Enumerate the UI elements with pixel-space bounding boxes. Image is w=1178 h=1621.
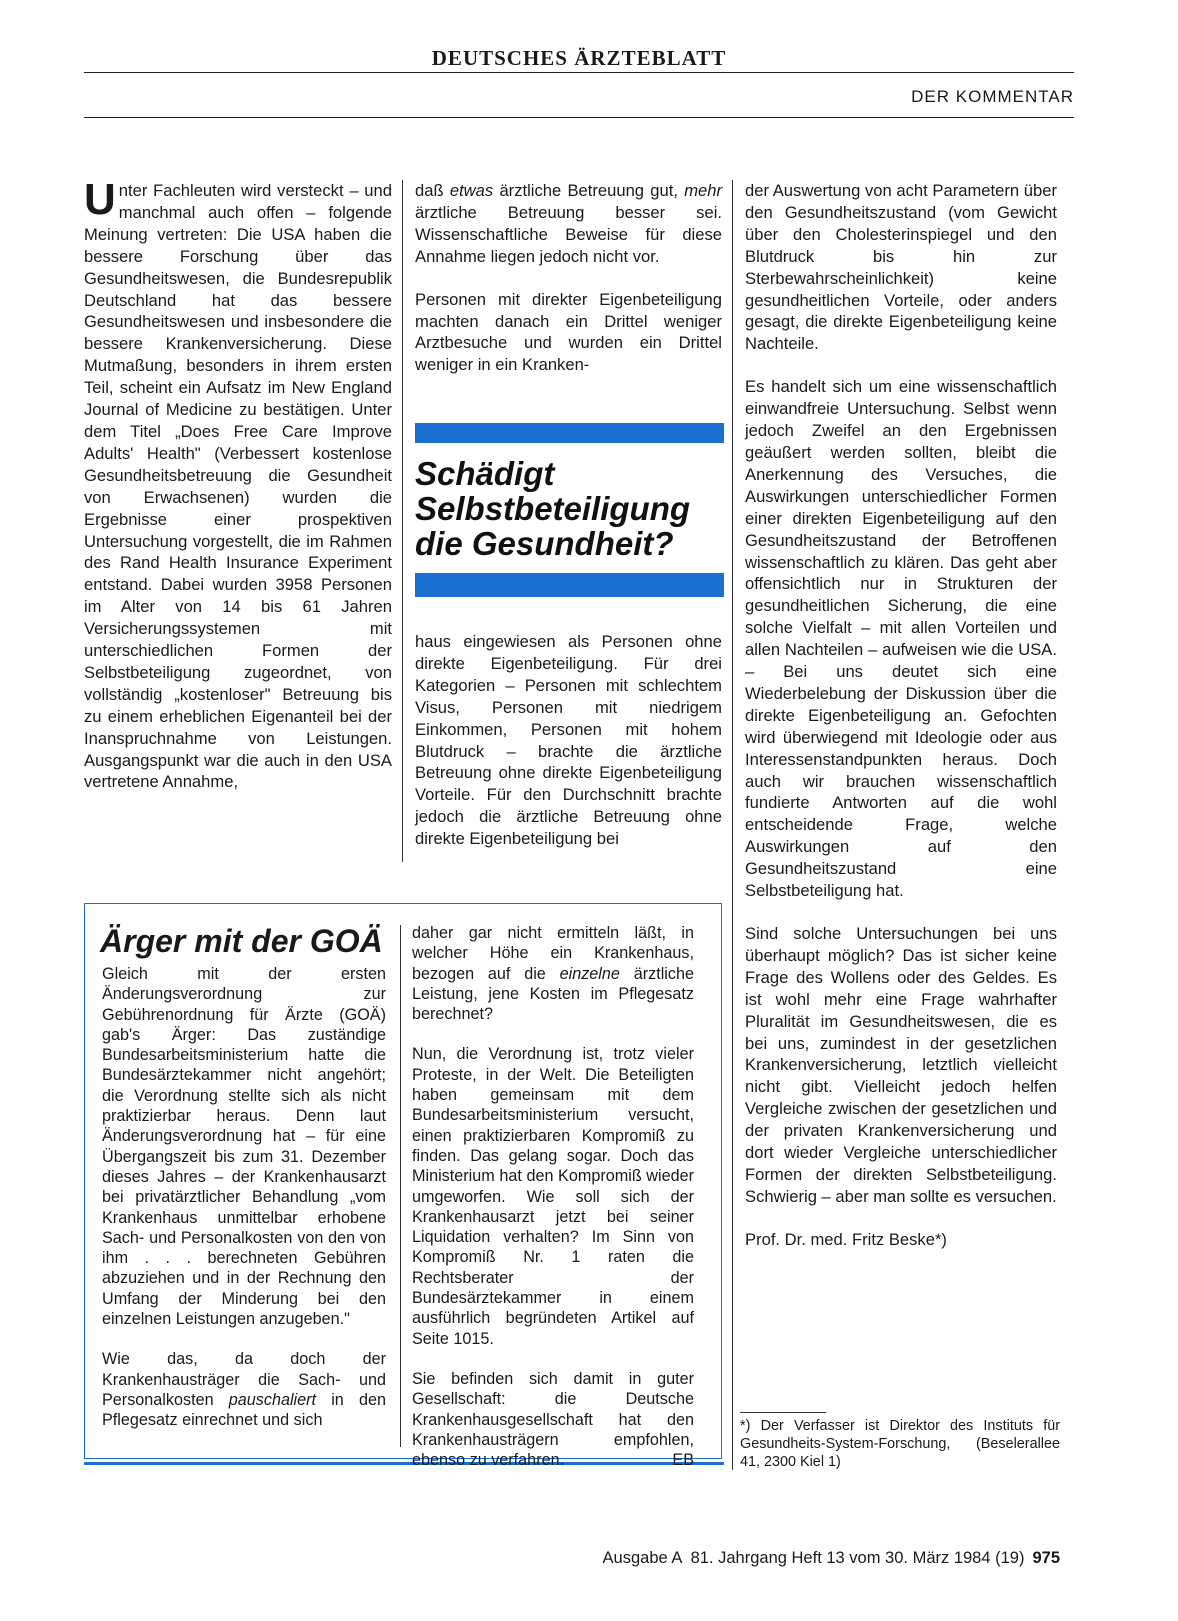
box-paragraph: daher gar nicht ermitteln läßt, in welcher Höhe ein Krankenhaus, bezogen auf die einzelne ärztliche Leistung, jene Kosten im Pflegesatz berechnet? [412, 924, 694, 1024]
headline-line: Schädigt [415, 455, 555, 492]
drop-cap: U [84, 175, 116, 224]
headline-bar-bottom [415, 573, 724, 597]
column-divider [402, 180, 403, 862]
box-column-divider [400, 925, 401, 1447]
box-paragraph: Gleich mit der ersten Änderungsverordnung zur Gebührenordnung für Ärzte (GOÄ) gab's Ärger: Das zuständige Bundesarbeitsministerium hatte die Bundesärztekammer nicht angehört; die Verordnung stellte sich als nicht praktizierbar heraus. Denn laut Änderungsverordnung hat – für eine Übergangszeit bis zum 31. Dezember dieses Jahres – der Krankenhausarzt bei privatärztlicher Behandlung „vom Krankenhaus unmittelbar erhobene Sach- und Personalkosten von den von ihm . . . berechneten Gebühren abzuziehen und in der Rechnung den Umfang der Minderung bei den einzelnen Leistungen anzugeben." [102, 965, 386, 1329]
box-column-2 [412, 923, 694, 1470]
column-divider [732, 180, 733, 1470]
issue-info: Ausgabe A 81. Jahrgang Heft 13 vom 30. März 1984 (19) [602, 1549, 1025, 1567]
header-rule-bottom [84, 117, 1074, 118]
article-column-1 [84, 175, 392, 793]
footnote-rule [740, 1412, 826, 1413]
section-label: DER KOMMENTAR [911, 87, 1074, 106]
headline-line: die Gesundheit? [415, 525, 674, 562]
article-paragraph: daß etwas ärztliche Betreuung gut, mehr ärztliche Betreuung besser sei. Wissenschaftliche Beweise für diese Annahme liegen jedoch nicht vor. [415, 181, 722, 266]
article-paragraph: Sind solche Untersuchungen bei uns überhaupt möglich? Das ist sicher keine Frage des Wollens oder des Geldes. Es ist wohl mehr eine Frage wahrhafter Pluralität im Gesundheitswesen, die es bei uns, zumindest in der gesetzlichen Krankenversicherung, letztlich vielleicht nicht gibt. Vielleicht jedoch helfen Vergleiche zwischen der gesetzlichen und der privaten Krankenversicherung und dort wieder Vergleiche unterschiedlicher Formen der direkten Selbstbeteiligung. Schwierig – aber man sollte es versuchen. [745, 924, 1057, 1206]
author-signature: Prof. Dr. med. Fritz Beske*) [745, 1229, 947, 1249]
article-paragraph: der Auswertung von acht Parametern über den Gesundheitszustand (vom Gewicht über den Cholesterinspiegel und den Blutdruck bis hin zur Sterbewahrscheinlichkeit) keine gesundheitlichen Vorteile, oder anders gesagt, die direkte Eigenbeteiligung keine Nachteile. [745, 181, 1057, 354]
box-title: Ärger mit der GOÄ [100, 923, 383, 959]
page-number: 975 [1032, 1549, 1060, 1567]
page-footer [480, 1548, 1060, 1568]
article-column-3 [745, 180, 1057, 1251]
masthead: DEUTSCHES ÄRZTEBLATT [431, 46, 727, 70]
article-paragraph: Es handelt sich um eine wissenschaftlich einwandfreie Untersuchung. Selbst wenn jedoch Zweifel an den Ergebnissen geäußert werden sollten, bleibt die Anerkennung des Versuches, die Auswirkungen unterschiedlicher Formen einer direkten Eigenbeteiligung auf den Gesundheitszustand der Betroffenen wissenschaftlich zu klären. Das geht aber offensichtlich nur in Strukturen der gesundheitlichen Sicherung, die eine solche Vielfalt – mit allen Vorteilen und allen Nachteilen – aufweisen wie die USA. – Bei uns deutet sich eine Wiederbelebung der Diskussion über die direkte Eigenbeteiligung an. Gefochten wird überwiegend mit Ideologie oder aus Interessenstandpunkten heraus. Doch auch wir brauchen wissenschaftlich fundierte Antworten auf die wohl entscheidende Frage, welche Auswirkungen auf den Gesundheitszustand eine Selbstbeteiligung hat. [745, 377, 1057, 901]
headline-bar-top [415, 423, 724, 443]
header-rule-top [84, 72, 1074, 73]
headline-line: Selbstbeteiligung [415, 490, 691, 527]
headline [415, 456, 725, 561]
article-paragraph: Personen mit direkter Eigenbeteiligung machten danach ein Drittel weniger Arztbesuche und wurden ein Drittel weniger in ein Kranken- [415, 289, 722, 375]
box-paragraph: Nun, die Verordnung ist, trotz vieler Proteste, in der Welt. Die Beteiligten haben gemeinsam mit dem Bundesarbeitsministerium versucht, einen praktizierbaren Kompromiß zu finden. Das gelang sogar. Doch das Ministerium hat den Kompromiß wieder umgeworfen. Wie soll sich der Krankenhausarzt jetzt bei seiner Liquidation verhalten? Im Sinn von Kompromiß Nr. 1 raten die Rechtsberater der Bundesärztekammer in einem ausführlich begründeten Artikel auf Seite 1015. [412, 1045, 694, 1348]
article-paragraph: haus eingewiesen als Personen ohne direkte Eigenbeteiligung. Für drei Kategorien – Personen mit schlechtem Visus, Personen mit niedrigem Einkommen, Personen mit hohem Blutdruck – brachte die ärztliche Betreuung ohne direkte Eigenbeteiligung Vorteile. Für den Durchschnitt brachte jedoch die ärztliche Betreuung ohne direkte Eigenbeteiligung bei [415, 632, 722, 849]
box-signature: EB [672, 1451, 694, 1470]
article-column-2-top [415, 180, 722, 376]
box-paragraph: Sie befinden sich damit in guter Gesellschaft: die Deutsche Krankenhausgesellschaft hat den Krankenhausträgern empfohlen, ebenso zu verfahren. EB [412, 1369, 694, 1470]
article-column-2-bottom [415, 631, 722, 850]
article-paragraph: Unter Fachleuten wird versteckt – und manchmal auch offen – folgende Meinung vertreten: Die USA haben die bessere Forschung über das Gesundheitswesen, die Bundesrepublik Deutschland hat das bessere Gesundheitswesen und insbesondere die bessere Krankenversicherung. Diese Mutmaßung, besonders in ihrem ersten Teil, scheint ein Aufsatz im New England Journal of Medicine zu bestätigen. Unter dem Titel „Does Free Care Improve Adults' Health" (Verbessert kostenlose Gesundheitsbetreuung die Gesundheit von Erwachsenen) wurden die Ergebnisse einer prospektiven Untersuchung vorgestellt, die im Rahmen des Rand Health Insurance Experiment entstand. Dabei wurden 3958 Personen im Alter von 14 bis 61 Jahren Versicherungssystemen mit unterschiedlichen Formen der Selbstbeteiligung zugeordnet, von vollständig „kostenloser" Betreuung bis zu einem erheblichen Eigenanteil bei der Inanspruchnahme von Leistungen. Ausgangspunkt war die auch in den USA vertretene Annahme, [84, 175, 392, 792]
footnote: *) Der Verfasser ist Direktor des Instituts für Gesundheits-System-Forschung, (Beselerallee 41, 2300 Kiel 1) [740, 1418, 1060, 1470]
box-paragraph: Wie das, da doch der Krankenhausträger die Sach- und Personalkosten pauschaliert in den Pflegesatz einrechnet und sich [102, 1350, 386, 1430]
box-column-1 [102, 964, 386, 1431]
